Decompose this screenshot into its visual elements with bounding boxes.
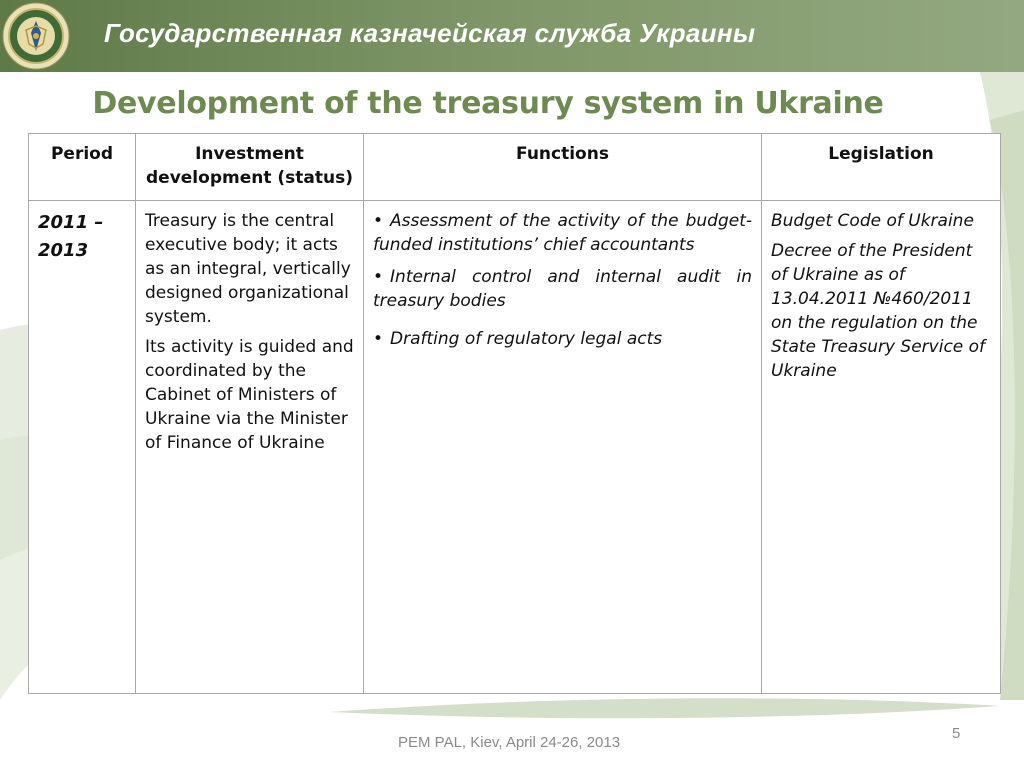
legislation-paragraph: Decree of the President of Ukraine as of 13.04.2011 №460/2011 on the regulation on the State Treasury Service of Ukraine: [771, 241, 986, 381]
treasury-development-table: [28, 133, 1001, 694]
slide-title: Development of the treasury system in Ukraine: [92, 86, 884, 121]
list-item: [373, 265, 752, 313]
status-cell: [136, 201, 364, 694]
functions-cell: [364, 201, 762, 694]
header-period: Period: [29, 134, 136, 201]
page-number: 5: [952, 725, 961, 742]
status-paragraph: Its activity is guided and coordinated by the Cabinet of Ministers of Ukraine via the Minister of Finance of Ukraine: [145, 337, 354, 453]
period-cell: [29, 201, 136, 694]
legislation-paragraph: Budget Code of Ukraine: [771, 211, 974, 231]
header-legislation: Legislation: [762, 134, 1001, 201]
organization-title: Государственная казначейская служба Украины: [104, 18, 756, 48]
header-functions: Functions: [364, 134, 762, 201]
table-row: [29, 201, 1001, 694]
status-paragraph: Treasury is the central executive body; it acts as an integral, vertically designed organizational system.: [145, 211, 351, 327]
function-text: Assessment of the activity of the budget-funded institutions’ chief accountants: [373, 211, 752, 255]
header-status: Investment development (status): [136, 134, 364, 201]
bullet-icon: •: [373, 267, 384, 287]
bullet-icon: •: [373, 211, 384, 231]
function-text: Drafting of regulatory legal acts: [390, 329, 663, 349]
header-bar: [0, 0, 1024, 72]
footer-text: PEM PAL, Kiev, April 24-26, 2013: [398, 734, 621, 751]
functions-list: [373, 209, 752, 351]
period-value: 2011 – 2013: [38, 212, 104, 261]
treasury-emblem-logo: [2, 2, 70, 70]
function-text: Internal control and internal audit in treasury bodies: [373, 267, 752, 311]
legislation-cell: [762, 201, 1001, 694]
list-item: [373, 327, 752, 351]
bullet-icon: •: [373, 329, 384, 349]
table-header-row: [29, 134, 1001, 201]
list-item: [373, 209, 752, 257]
